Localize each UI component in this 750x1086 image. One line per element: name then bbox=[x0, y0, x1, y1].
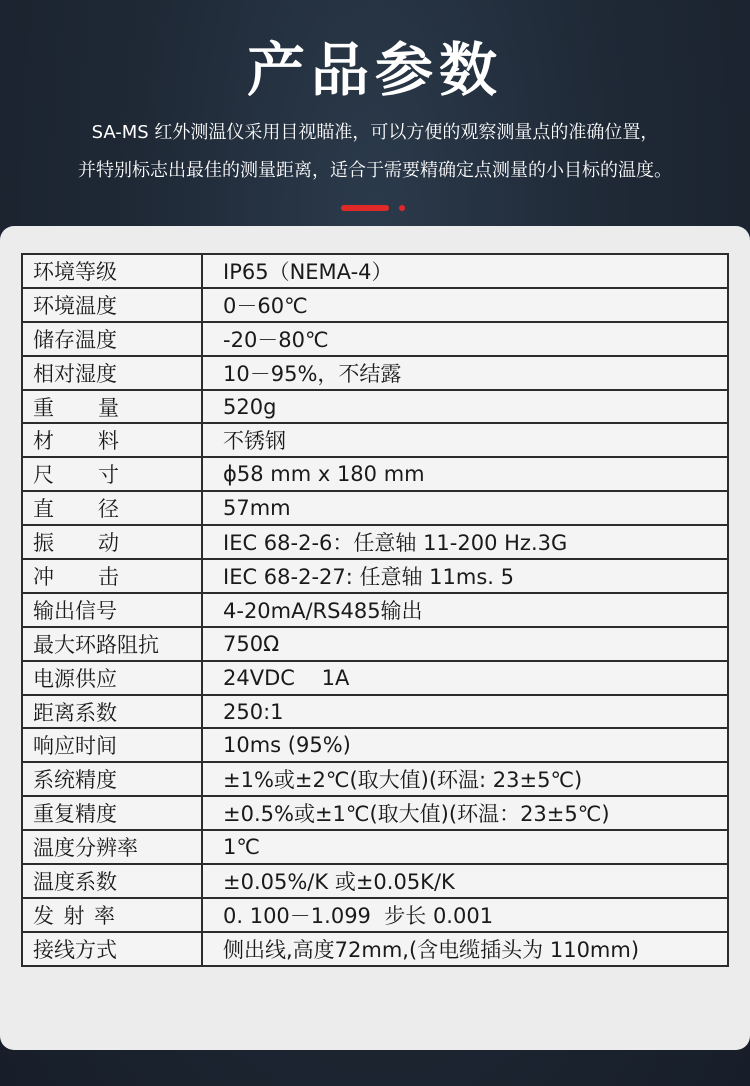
spec-key: 重复精度 bbox=[22, 796, 202, 830]
table-row bbox=[22, 390, 728, 424]
table-row bbox=[22, 830, 728, 864]
table-row bbox=[22, 322, 728, 356]
title-accent-divider bbox=[341, 205, 407, 211]
table-row bbox=[22, 932, 728, 966]
spec-key-char: 料 bbox=[98, 429, 119, 454]
table-row bbox=[22, 593, 728, 627]
table-row bbox=[22, 457, 728, 491]
spec-key-char: 振 bbox=[33, 531, 54, 556]
spec-key: 相对湿度 bbox=[22, 356, 202, 390]
table-row bbox=[22, 762, 728, 796]
spec-key-char: 重 bbox=[33, 395, 54, 420]
page-title: 产品参数 bbox=[246, 36, 503, 104]
spec-key bbox=[22, 525, 202, 559]
spec-key: 最大环路阻抗 bbox=[22, 627, 202, 661]
table-row bbox=[22, 288, 728, 322]
spec-key-char: 径 bbox=[98, 497, 119, 522]
spec-value: 0－60℃ bbox=[202, 288, 728, 322]
spec-key: 响应时间 bbox=[22, 728, 202, 762]
spec-key: 温度分辨率 bbox=[22, 830, 202, 864]
accent-bar bbox=[341, 205, 389, 211]
spec-value: -20－80℃ bbox=[202, 322, 728, 356]
spec-key: 接线方式 bbox=[22, 932, 202, 966]
spec-value: 10ms (95%) bbox=[202, 728, 728, 762]
description-line-1: SA-MS 红外测温仪采用目视瞄准，可以方便的观察测量点的准确位置， bbox=[91, 122, 659, 143]
table-row bbox=[22, 864, 728, 898]
spec-key-char: 尺 bbox=[33, 463, 54, 488]
spec-key-char: 冲 bbox=[33, 564, 54, 589]
spec-key: 温度系数 bbox=[22, 864, 202, 898]
spec-key-char: 量 bbox=[98, 395, 119, 420]
spec-value: IEC 68-2-27: 任意轴 11ms. 5 bbox=[202, 559, 728, 593]
spec-key-char: 材 bbox=[33, 429, 54, 454]
spec-card bbox=[0, 226, 750, 1050]
spec-value: 24VDC 1A bbox=[202, 661, 728, 695]
spec-value: 250:1 bbox=[202, 695, 728, 729]
spec-key bbox=[22, 491, 202, 525]
spec-key bbox=[22, 423, 202, 457]
spec-key-char: 射 bbox=[63, 903, 85, 928]
spec-value: 57mm bbox=[202, 491, 728, 525]
spec-value: 1℃ bbox=[202, 830, 728, 864]
accent-dot bbox=[399, 205, 405, 211]
spec-value: 750Ω bbox=[202, 627, 728, 661]
table-row bbox=[22, 491, 728, 525]
table-row bbox=[22, 695, 728, 729]
spec-value: 侧出线,高度72mm,(含电缆插头为 110mm) bbox=[202, 932, 728, 966]
spec-key: 环境等级 bbox=[22, 254, 202, 288]
spec-key: 距离系数 bbox=[22, 695, 202, 729]
spec-key bbox=[22, 390, 202, 424]
spec-value: 不锈钢 bbox=[202, 423, 728, 457]
spec-key-char: 发 bbox=[33, 903, 54, 928]
spec-value: 520g bbox=[202, 390, 728, 424]
spec-key: 环境温度 bbox=[22, 288, 202, 322]
table-row bbox=[22, 525, 728, 559]
description-line-2: 并特别标志出最佳的测量距离，适合于需要精确定点测量的小目标的温度。 bbox=[78, 160, 672, 181]
spec-key bbox=[22, 898, 202, 932]
table-row bbox=[22, 796, 728, 830]
spec-key-char: 击 bbox=[98, 564, 119, 589]
spec-table bbox=[21, 253, 729, 967]
table-row bbox=[22, 661, 728, 695]
table-row bbox=[22, 423, 728, 457]
spec-key-char: 率 bbox=[94, 903, 115, 928]
spec-key bbox=[22, 457, 202, 491]
spec-value: ϕ58 mm x 180 mm bbox=[202, 457, 728, 491]
table-row bbox=[22, 728, 728, 762]
spec-value: ±0.5%或±1℃(取大值)(环温：23±5℃) bbox=[202, 796, 728, 830]
spec-key-char: 动 bbox=[98, 531, 119, 556]
spec-value: 0. 100－1.099 步长 0.001 bbox=[202, 898, 728, 932]
table-row bbox=[22, 356, 728, 390]
spec-value: IP65（NEMA-4） bbox=[202, 254, 728, 288]
spec-value: ±1%或±2℃(取大值)(环温: 23±5℃) bbox=[202, 762, 728, 796]
table-row bbox=[22, 898, 728, 932]
spec-key-char: 寸 bbox=[98, 463, 119, 488]
spec-key: 储存温度 bbox=[22, 322, 202, 356]
header bbox=[0, 0, 750, 230]
table-row bbox=[22, 254, 728, 288]
spec-key: 电源供应 bbox=[22, 661, 202, 695]
table-row bbox=[22, 627, 728, 661]
spec-key: 系统精度 bbox=[22, 762, 202, 796]
product-description bbox=[10, 114, 740, 190]
spec-key bbox=[22, 559, 202, 593]
spec-value: ±0.05%/K 或±0.05K/K bbox=[202, 864, 728, 898]
spec-value: IEC 68-2-6：任意轴 11-200 Hz.3G bbox=[202, 525, 728, 559]
spec-value: 4-20mA/RS485输出 bbox=[202, 593, 728, 627]
spec-key-char: 直 bbox=[33, 497, 54, 522]
table-row bbox=[22, 559, 728, 593]
spec-value: 10－95%，不结露 bbox=[202, 356, 728, 390]
spec-key: 输出信号 bbox=[22, 593, 202, 627]
